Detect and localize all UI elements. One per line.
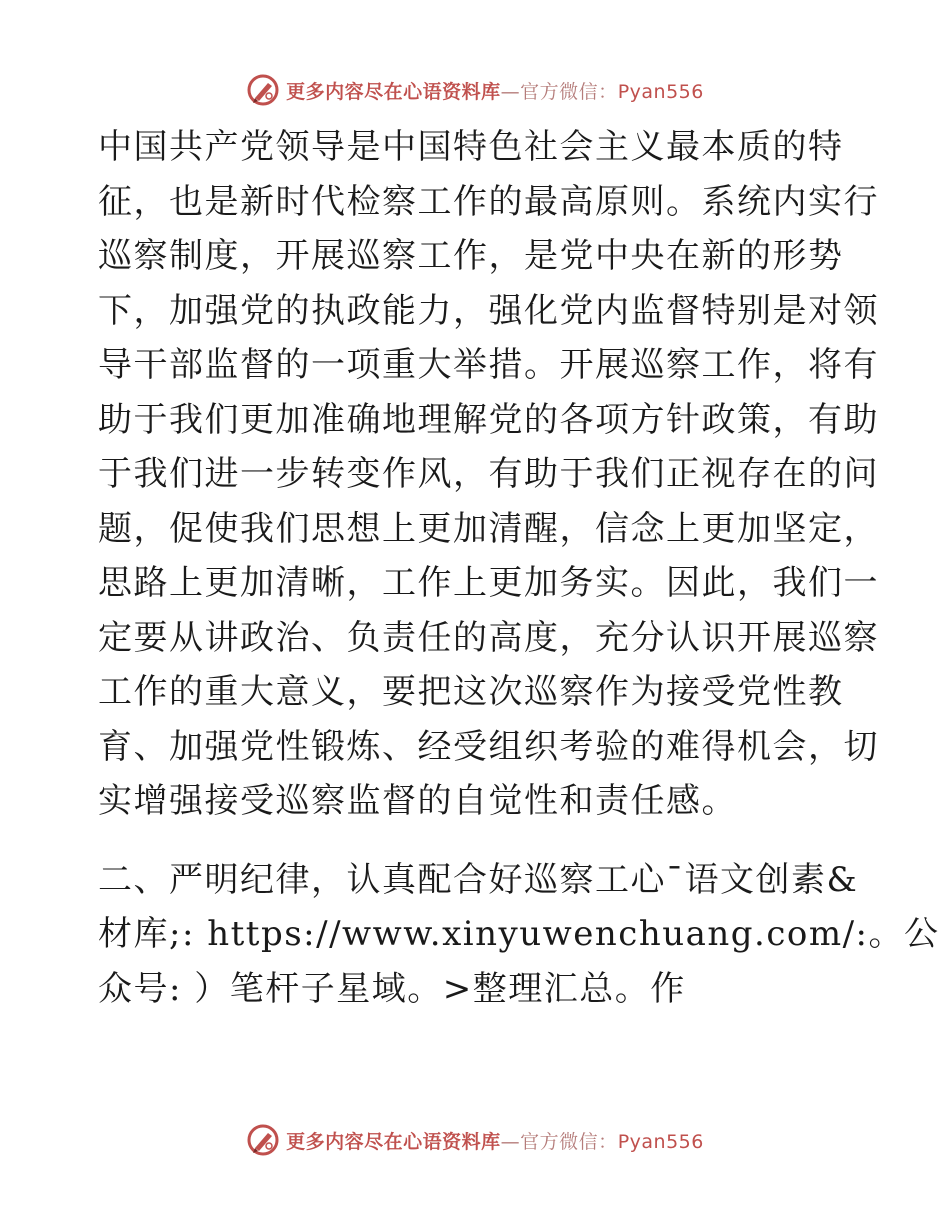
banner-wechat-label: 官方微信： [520,1130,618,1153]
header-banner [0,70,950,110]
banner-dash: — [500,80,521,103]
banner-title: 更多内容尽在心语资料库 [286,80,501,103]
text-line: 中国共产党领导是中国特色社会主义最本质的特 [98,127,844,167]
footer-banner [0,1120,950,1160]
text-line: 思路上更加清晰，工作上更加务实。因此，我们一 [98,563,879,603]
text-line: 导干部监督的一项重大举措。开展巡察工作，将有 [98,345,879,385]
paragraph-2 [98,853,940,1017]
text-line: 征，也是新时代检察工作的最高原则。系统内实行 [98,181,879,222]
pen-logo-icon [246,73,280,107]
text-line: 工作的重大意义，要把这次巡察作为接受党性教 [98,672,844,712]
banner-dash: — [500,1130,521,1153]
text-line: 助于我们更加准确地理解党的各项方针政策，有助 [98,399,879,440]
pen-logo-icon [246,1123,280,1157]
banner-wechat-label: 官方微信： [520,80,618,103]
paragraph-1 [98,120,879,829]
banner-text [286,1127,704,1154]
text-line: 实增强接受巡察监督的自觉性和责任感。 [98,781,737,821]
banner-wechat-id: Pyan556 [617,80,704,103]
text-line-with-link: 材库;: https://www.xinyuwenchuang.com/:。公 [98,914,940,954]
text-line: 巡察制度，开展巡察工作，是党中央在新的形势 [98,236,844,276]
text-line: 二、严明纪律，认真配合好巡察工心¯语文创素& [98,859,859,900]
banner-text [286,77,704,104]
text-line: 众号: ）笔杆子星域。>整理汇总。作 [98,968,686,1009]
text-line: 定要从讲政治、负责任的高度，充分认识开展巡察 [98,617,879,658]
banner-wechat-id: Pyan556 [617,1130,704,1153]
text-line: 于我们进一步转变作风，有助于我们正视存在的问 [98,454,879,494]
banner-title: 更多内容尽在心语资料库 [286,1130,501,1153]
text-line: 题，促使我们思想上更加清醒，信念上更加坚定， [98,508,879,549]
text-line: 下，加强党的执政能力，强化党内监督特别是对领 [98,290,879,331]
document-body [98,120,940,1016]
text-line: 育、加强党性锻炼、经受组织考验的难得机会，切 [98,726,879,767]
